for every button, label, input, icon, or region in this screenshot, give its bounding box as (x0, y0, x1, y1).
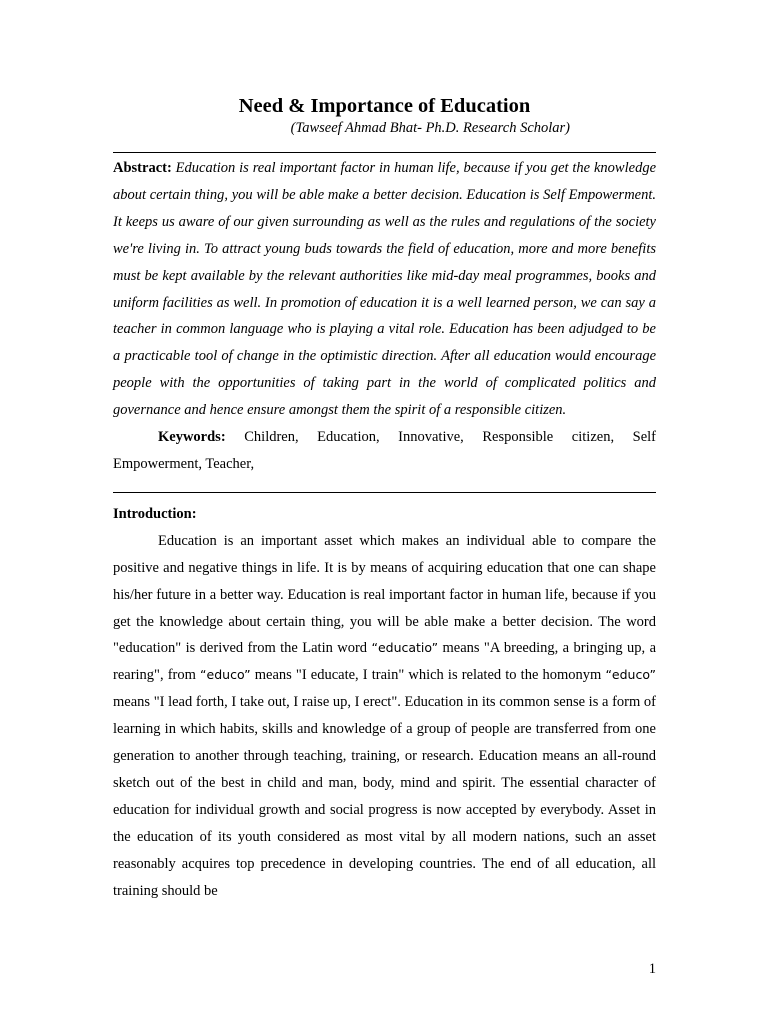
author-line: (Tawseef Ahmad Bhat- Ph.D. Research Scholar) (290, 120, 570, 136)
latin-word-educatio: “educatio” (371, 640, 439, 656)
latin-word-educo-2: “educo” (605, 667, 657, 683)
intro-text-part2: means "A breeding, a bringing up, a rearing", from (113, 640, 657, 684)
keywords-label: Keywords: (158, 429, 226, 446)
document-title: Need & Importance of Education (238, 95, 531, 117)
keywords-text: Children, Education, Innovative, Responsible citizen, Self Empowerment, Teacher, (113, 429, 656, 472)
introduction-heading: Introduction: (113, 505, 197, 522)
abstract-paragraph (113, 155, 656, 424)
latin-word-educo-1: “educo” (200, 667, 251, 683)
intro-text-part4: means "I lead forth, I take out, I raise up, I erect". Education in its common sense is a form of learning in which habits, skills and knowledge of a group of people are transferred from one generation to another through teaching, training, or research. Education means an all-round sketch out of the best in child and man, body, mind and spirit. The essential character of education for individual growth and social progress is now accepted by everybody. Asset in the education of its youth considered as most vital by all modern nations, such an asset reasonably acquires top precedence in developing countries. The end of all education, all training should be (113, 694, 656, 899)
bottom-divider (113, 492, 656, 493)
introduction-paragraph (113, 528, 656, 905)
intro-text-part3: means "I educate, I train" which is related to the homonym (254, 667, 602, 684)
abstract-text: Education is real important factor in human life, because if you get the knowledge about certain thing, you will be able make a better decision. Education is Self Empowerment. It keeps us aware of our given surrounding as well as the rules and regulations of the society we're living in. To attract young buds towards the field of education, more and more benefits must be kept available by the relevant authorities like mid-day meal programmes, books and uniform facilities as well. In promotion of education it is a well learned person, we can say a teacher in common language who is playing a vital role. Education has been adjudged to be a practicable tool of change in the optimistic direction. After all education would encourage people with the opportunities of taking part in the world of complicated politics and governance and hence ensure amongst them the spirit of a responsible citizen. (113, 160, 656, 419)
abstract-label: Abstract: (113, 160, 172, 176)
page-number: 1 (648, 961, 656, 977)
page-content (113, 93, 656, 904)
top-divider (113, 152, 656, 153)
keywords-paragraph (113, 424, 656, 478)
intro-text-part1: Education is an important asset which makes an individual able to compare the positive and negative things in life. It is by means of acquiring education that one can shape his/her future in a better way. Education is real important factor in human life, because if you get the knowledge about certain thing, you will be able make a better decision. The word "education" is derived from the Latin word (113, 532, 656, 657)
